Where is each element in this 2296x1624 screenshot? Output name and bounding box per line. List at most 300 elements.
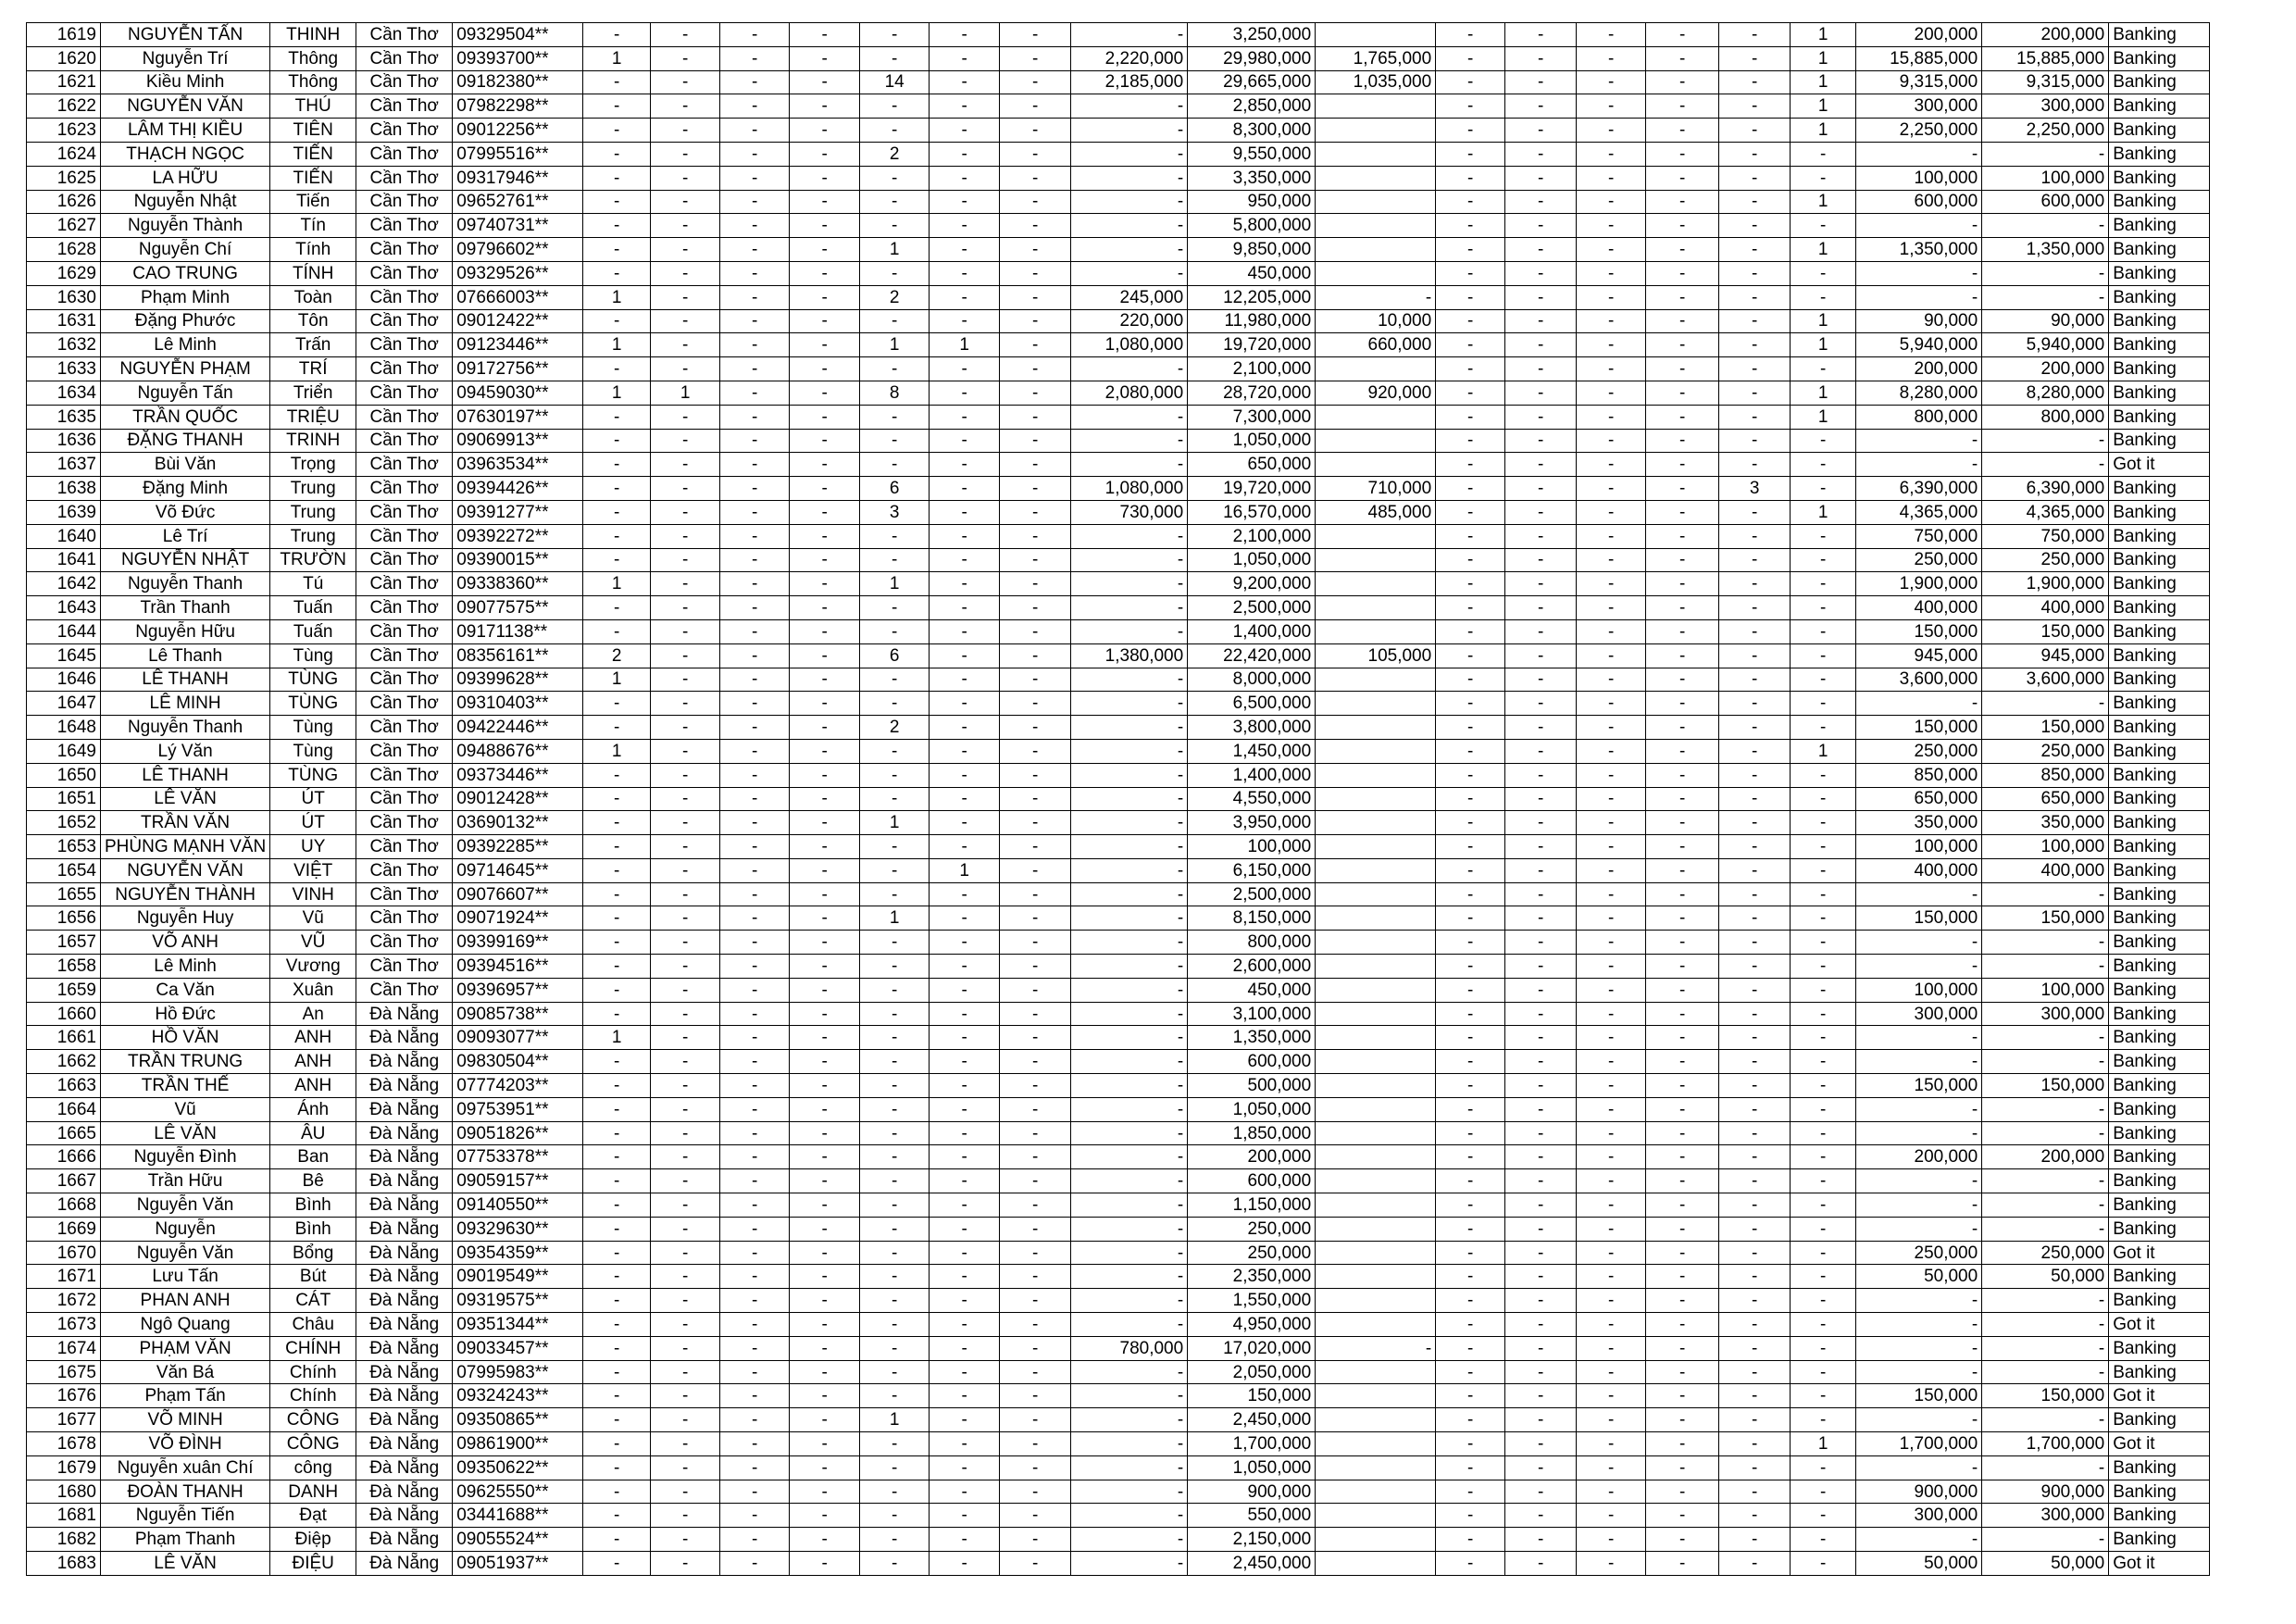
table-cell: Nguyễn Trí bbox=[101, 46, 270, 70]
table-cell: - bbox=[1856, 1050, 1982, 1074]
table-row bbox=[27, 955, 2210, 979]
table-cell: - bbox=[1505, 1026, 1577, 1050]
table-cell: - bbox=[790, 716, 860, 740]
table-cell: - bbox=[1000, 405, 1071, 429]
table-cell: - bbox=[1856, 1097, 1982, 1121]
table-cell: - bbox=[720, 1217, 790, 1241]
table-cell: Banking bbox=[2109, 1002, 2210, 1026]
table-row bbox=[27, 882, 2210, 906]
table-cell: Tiến bbox=[270, 190, 356, 214]
table-cell: 50,000 bbox=[1982, 1265, 2109, 1289]
table-cell: Đà Nẵng bbox=[356, 1145, 453, 1169]
table-cell: - bbox=[1071, 1074, 1188, 1098]
table-cell: - bbox=[1000, 1217, 1071, 1241]
table-row bbox=[27, 1455, 2210, 1480]
table-cell: - bbox=[1577, 190, 1646, 214]
table-cell: - bbox=[1436, 524, 1505, 548]
table-cell: 1635 bbox=[27, 405, 101, 429]
table-cell: - bbox=[1646, 1432, 1719, 1456]
table-cell: - bbox=[1577, 405, 1646, 429]
table-cell bbox=[1316, 238, 1436, 262]
table-cell bbox=[1316, 142, 1436, 166]
table-cell: - bbox=[1719, 190, 1791, 214]
table-cell: Nguyễn Thanh bbox=[101, 572, 270, 596]
table-cell: - bbox=[583, 763, 651, 787]
table-cell: - bbox=[1982, 1217, 2109, 1241]
table-cell: - bbox=[651, 1265, 720, 1289]
table-cell: - bbox=[1791, 1384, 1856, 1408]
table-cell: - bbox=[583, 190, 651, 214]
table-cell: - bbox=[1436, 858, 1505, 882]
table-cell: - bbox=[790, 190, 860, 214]
table-cell: - bbox=[651, 1552, 720, 1576]
table-cell: 8,150,000 bbox=[1188, 906, 1316, 931]
table-cell: Banking bbox=[2109, 572, 2210, 596]
table-cell: - bbox=[1071, 1289, 1188, 1313]
table-cell: 250,000 bbox=[1856, 548, 1982, 572]
table-cell: - bbox=[1000, 1002, 1071, 1026]
table-cell: 1,700,000 bbox=[1856, 1432, 1982, 1456]
table-row bbox=[27, 1097, 2210, 1121]
table-cell: công bbox=[270, 1455, 356, 1480]
table-row bbox=[27, 858, 2210, 882]
table-cell: - bbox=[1856, 1408, 1982, 1432]
table-cell: ĐẶNG THANH bbox=[101, 429, 270, 453]
table-cell: 100,000 bbox=[1856, 978, 1982, 1002]
table-cell: 1652 bbox=[27, 811, 101, 835]
table-cell: - bbox=[1791, 1289, 1856, 1313]
table-cell: Got it bbox=[2109, 1241, 2210, 1265]
table-cell: Banking bbox=[2109, 524, 2210, 548]
table-cell: - bbox=[1577, 1384, 1646, 1408]
table-cell: - bbox=[1791, 643, 1856, 668]
table-cell: - bbox=[1071, 1097, 1188, 1121]
table-cell: - bbox=[790, 787, 860, 811]
table-cell: - bbox=[1071, 429, 1188, 453]
table-cell: 09354359** bbox=[453, 1241, 583, 1265]
table-cell: Chính bbox=[270, 1384, 356, 1408]
table-cell: 09093077** bbox=[453, 1026, 583, 1050]
table-cell: - bbox=[1505, 1241, 1577, 1265]
table-cell: - bbox=[860, 190, 930, 214]
table-cell: - bbox=[1856, 285, 1982, 309]
table-cell: - bbox=[1000, 1050, 1071, 1074]
table-cell: Banking bbox=[2109, 596, 2210, 620]
table-cell: - bbox=[1646, 405, 1719, 429]
table-cell: - bbox=[790, 1336, 860, 1360]
table-cell: 10,000 bbox=[1316, 309, 1436, 333]
table-cell: - bbox=[790, 739, 860, 763]
table-cell: - bbox=[1791, 1145, 1856, 1169]
table-cell: Trung bbox=[270, 477, 356, 501]
table-cell: 3 bbox=[860, 500, 930, 524]
table-cell: - bbox=[1436, 119, 1505, 143]
table-cell: 1,350,000 bbox=[1982, 238, 2109, 262]
table-cell: 1 bbox=[583, 1026, 651, 1050]
table-cell: - bbox=[1000, 1074, 1071, 1098]
table-cell: Lê Trí bbox=[101, 524, 270, 548]
table-cell: 3,600,000 bbox=[1856, 668, 1982, 692]
table-cell: Banking bbox=[2109, 1097, 2210, 1121]
table-cell: Banking bbox=[2109, 142, 2210, 166]
table-cell: 22,420,000 bbox=[1188, 643, 1316, 668]
table-cell: 1664 bbox=[27, 1097, 101, 1121]
table-cell: 1619 bbox=[27, 23, 101, 47]
table-cell: - bbox=[1719, 1360, 1791, 1384]
table-cell: - bbox=[1436, 548, 1505, 572]
table-cell: 1 bbox=[1791, 405, 1856, 429]
table-cell: Banking bbox=[2109, 477, 2210, 501]
table-cell: Cần Thơ bbox=[356, 763, 453, 787]
table-cell: - bbox=[1856, 1193, 1982, 1218]
table-cell: - bbox=[1071, 858, 1188, 882]
table-cell: - bbox=[860, 453, 930, 477]
table-cell: 945,000 bbox=[1856, 643, 1982, 668]
table-cell: - bbox=[1436, 261, 1505, 285]
table-cell: 200,000 bbox=[1982, 357, 2109, 381]
table-row bbox=[27, 405, 2210, 429]
table-cell: - bbox=[1436, 596, 1505, 620]
table-cell: - bbox=[1000, 787, 1071, 811]
table-cell: 09796602** bbox=[453, 238, 583, 262]
table-cell: - bbox=[1000, 596, 1071, 620]
table-cell: Lưu Tấn bbox=[101, 1265, 270, 1289]
table-cell: - bbox=[1577, 70, 1646, 94]
table-cell: - bbox=[1646, 692, 1719, 716]
table-cell: - bbox=[860, 619, 930, 643]
table-cell: - bbox=[720, 763, 790, 787]
table-cell: - bbox=[583, 1241, 651, 1265]
table-cell bbox=[1316, 787, 1436, 811]
table-cell: Vũ bbox=[270, 906, 356, 931]
table-cell: - bbox=[1719, 166, 1791, 190]
table-cell: - bbox=[651, 1169, 720, 1193]
table-cell bbox=[1316, 619, 1436, 643]
table-cell: Trấn bbox=[270, 333, 356, 357]
table-cell: 7,300,000 bbox=[1188, 405, 1316, 429]
table-cell: VÕ ANH bbox=[101, 931, 270, 955]
table-cell: - bbox=[1646, 1528, 1719, 1552]
table-cell: 485,000 bbox=[1316, 500, 1436, 524]
table-cell: - bbox=[860, 1360, 930, 1384]
table-cell: 09351344** bbox=[453, 1313, 583, 1337]
table-cell: - bbox=[1646, 214, 1719, 238]
table-cell: - bbox=[1000, 23, 1071, 47]
table-cell: - bbox=[1791, 357, 1856, 381]
table-row bbox=[27, 381, 2210, 405]
table-cell: 2 bbox=[860, 716, 930, 740]
table-cell bbox=[1316, 1313, 1436, 1337]
table-cell: Tú bbox=[270, 572, 356, 596]
table-cell: 300,000 bbox=[1982, 1504, 2109, 1528]
table-cell: - bbox=[1719, 142, 1791, 166]
table-cell: - bbox=[583, 1265, 651, 1289]
table-cell: 1627 bbox=[27, 214, 101, 238]
table-cell: Cần Thơ bbox=[356, 835, 453, 859]
table-cell: VÕ MINH bbox=[101, 1408, 270, 1432]
table-cell: - bbox=[1000, 906, 1071, 931]
table-cell: 09329630** bbox=[453, 1217, 583, 1241]
table-cell: 09069913** bbox=[453, 429, 583, 453]
table-cell: - bbox=[720, 716, 790, 740]
table-cell: - bbox=[860, 1552, 930, 1576]
table-cell: - bbox=[1000, 1408, 1071, 1432]
table-cell: Nguyễn Huy bbox=[101, 906, 270, 931]
table-cell: 2,850,000 bbox=[1188, 94, 1316, 119]
table-cell: - bbox=[1646, 1145, 1719, 1169]
table-cell: - bbox=[1577, 142, 1646, 166]
table-cell: - bbox=[1436, 429, 1505, 453]
table-cell: - bbox=[720, 811, 790, 835]
table-cell: - bbox=[930, 1552, 1000, 1576]
table-cell: - bbox=[1436, 1241, 1505, 1265]
table-cell: - bbox=[790, 548, 860, 572]
table-cell: - bbox=[651, 23, 720, 47]
table-cell: ĐOÀN THANH bbox=[101, 1480, 270, 1504]
table-cell: - bbox=[930, 381, 1000, 405]
table-cell: - bbox=[583, 357, 651, 381]
table-cell: - bbox=[1000, 70, 1071, 94]
table-cell: - bbox=[651, 1145, 720, 1169]
table-cell: Đà Nẵng bbox=[356, 1002, 453, 1026]
table-cell: 1 bbox=[1791, 739, 1856, 763]
table-cell: - bbox=[1791, 548, 1856, 572]
table-cell: - bbox=[1719, 1026, 1791, 1050]
table-cell: - bbox=[790, 1432, 860, 1456]
table-cell: 1,035,000 bbox=[1316, 70, 1436, 94]
table-cell: - bbox=[1577, 716, 1646, 740]
table-cell: - bbox=[1505, 142, 1577, 166]
table-cell: - bbox=[720, 46, 790, 70]
table-cell: - bbox=[720, 931, 790, 955]
table-cell bbox=[1316, 119, 1436, 143]
table-cell: Banking bbox=[2109, 1217, 2210, 1241]
table-cell: - bbox=[1719, 261, 1791, 285]
table-cell: - bbox=[1646, 142, 1719, 166]
table-cell: 5,940,000 bbox=[1982, 333, 2109, 357]
table-cell: - bbox=[720, 1360, 790, 1384]
table-cell: Cần Thơ bbox=[356, 333, 453, 357]
table-cell: - bbox=[1856, 453, 1982, 477]
table-cell: - bbox=[1719, 1384, 1791, 1408]
table-cell: THẠCH NGỌC bbox=[101, 142, 270, 166]
table-cell: - bbox=[1436, 1026, 1505, 1050]
table-row bbox=[27, 619, 2210, 643]
table-cell: Đà Nẵng bbox=[356, 1432, 453, 1456]
table-cell: - bbox=[860, 405, 930, 429]
table-cell: - bbox=[1436, 978, 1505, 1002]
table-cell: 1671 bbox=[27, 1265, 101, 1289]
table-cell: - bbox=[1505, 906, 1577, 931]
table-cell: - bbox=[1719, 692, 1791, 716]
table-cell: - bbox=[1000, 333, 1071, 357]
table-cell: - bbox=[1436, 166, 1505, 190]
table-cell: - bbox=[790, 261, 860, 285]
table-cell: 945,000 bbox=[1982, 643, 2109, 668]
table-cell: Banking bbox=[2109, 1265, 2210, 1289]
table-cell: - bbox=[1071, 955, 1188, 979]
table-cell: 50,000 bbox=[1856, 1552, 1982, 1576]
table-cell: - bbox=[583, 1145, 651, 1169]
table-cell: 1 bbox=[930, 333, 1000, 357]
table-cell: Banking bbox=[2109, 381, 2210, 405]
table-cell: - bbox=[1982, 1528, 2109, 1552]
table-cell: - bbox=[1505, 931, 1577, 955]
table-cell: - bbox=[1071, 572, 1188, 596]
table-cell: Got it bbox=[2109, 1432, 2210, 1456]
table-cell: 1,900,000 bbox=[1982, 572, 2109, 596]
table-cell: - bbox=[1000, 572, 1071, 596]
table-cell: - bbox=[930, 787, 1000, 811]
table-cell: - bbox=[1436, 1504, 1505, 1528]
table-cell: - bbox=[1436, 309, 1505, 333]
table-cell: 100,000 bbox=[1856, 835, 1982, 859]
table-cell: - bbox=[860, 739, 930, 763]
table-cell: Đà Nẵng bbox=[356, 1384, 453, 1408]
table-cell: - bbox=[651, 1097, 720, 1121]
table-cell: 2,050,000 bbox=[1188, 1360, 1316, 1384]
table-cell: - bbox=[1000, 357, 1071, 381]
table-cell: - bbox=[1505, 1050, 1577, 1074]
table-cell: Banking bbox=[2109, 835, 2210, 859]
table-cell: 250,000 bbox=[1188, 1217, 1316, 1241]
table-cell: - bbox=[860, 166, 930, 190]
table-cell: - bbox=[1436, 477, 1505, 501]
table-cell: - bbox=[1577, 1480, 1646, 1504]
table-cell: 1620 bbox=[27, 46, 101, 70]
table-cell bbox=[1316, 906, 1436, 931]
table-cell: - bbox=[720, 1480, 790, 1504]
table-cell: 08356161** bbox=[453, 643, 583, 668]
table-cell bbox=[1316, 572, 1436, 596]
table-cell: - bbox=[1071, 1360, 1188, 1384]
table-cell: Banking bbox=[2109, 1455, 2210, 1480]
table-cell: - bbox=[1436, 1121, 1505, 1145]
table-cell: - bbox=[583, 619, 651, 643]
table-cell: TRIỆU bbox=[270, 405, 356, 429]
table-cell: Banking bbox=[2109, 716, 2210, 740]
table-cell: - bbox=[651, 477, 720, 501]
table-cell: Trung bbox=[270, 524, 356, 548]
table-cell: Trần Hữu bbox=[101, 1169, 270, 1193]
table-cell: - bbox=[1719, 453, 1791, 477]
table-cell: - bbox=[1436, 214, 1505, 238]
table-cell: 1648 bbox=[27, 716, 101, 740]
table-cell: 1634 bbox=[27, 381, 101, 405]
table-cell: - bbox=[790, 1050, 860, 1074]
table-row bbox=[27, 1432, 2210, 1456]
table-cell: 1,700,000 bbox=[1188, 1432, 1316, 1456]
table-cell: - bbox=[1856, 214, 1982, 238]
table-cell: - bbox=[651, 1121, 720, 1145]
table-cell: - bbox=[1000, 1097, 1071, 1121]
table-cell: - bbox=[930, 931, 1000, 955]
table-cell: - bbox=[930, 692, 1000, 716]
table-cell: ÚT bbox=[270, 787, 356, 811]
table-cell: 1673 bbox=[27, 1313, 101, 1337]
table-cell: 2 bbox=[860, 142, 930, 166]
table-cell: - bbox=[1982, 1455, 2109, 1480]
table-cell: - bbox=[1577, 453, 1646, 477]
table-cell: - bbox=[1646, 1552, 1719, 1576]
table-cell: 1666 bbox=[27, 1145, 101, 1169]
table-cell bbox=[1316, 955, 1436, 979]
table-cell: - bbox=[1505, 619, 1577, 643]
table-row bbox=[27, 1360, 2210, 1384]
table-cell: - bbox=[1577, 261, 1646, 285]
table-cell: - bbox=[860, 1384, 930, 1408]
table-cell: 1630 bbox=[27, 285, 101, 309]
table-cell: - bbox=[790, 978, 860, 1002]
table-cell: - bbox=[1719, 405, 1791, 429]
table-cell: ÚT bbox=[270, 811, 356, 835]
table-cell: - bbox=[1577, 46, 1646, 70]
table-cell: - bbox=[1436, 1432, 1505, 1456]
table-cell: - bbox=[1646, 166, 1719, 190]
table-cell: 4,550,000 bbox=[1188, 787, 1316, 811]
table-cell: 09324243** bbox=[453, 1384, 583, 1408]
table-cell: 1 bbox=[860, 572, 930, 596]
table-cell: Ánh bbox=[270, 1097, 356, 1121]
table-cell: 07774203** bbox=[453, 1074, 583, 1098]
table-cell: - bbox=[790, 477, 860, 501]
table-cell: - bbox=[1791, 1097, 1856, 1121]
table-cell: - bbox=[1071, 190, 1188, 214]
table-cell: 1 bbox=[583, 739, 651, 763]
table-row bbox=[27, 1002, 2210, 1026]
table-cell: 8,280,000 bbox=[1982, 381, 2109, 405]
table-cell: Lê Minh bbox=[101, 333, 270, 357]
table-cell: - bbox=[1856, 429, 1982, 453]
table-cell: - bbox=[1719, 835, 1791, 859]
table-cell: Đà Nẵng bbox=[356, 1026, 453, 1050]
table-cell: VIỆT bbox=[270, 858, 356, 882]
table-cell: - bbox=[651, 46, 720, 70]
table-cell: Lý Văn bbox=[101, 739, 270, 763]
table-row bbox=[27, 94, 2210, 119]
table-cell: 09182380** bbox=[453, 70, 583, 94]
table-cell: 105,000 bbox=[1316, 643, 1436, 668]
table-cell: - bbox=[1577, 931, 1646, 955]
table-cell: - bbox=[790, 668, 860, 692]
table-cell: - bbox=[790, 1169, 860, 1193]
table-cell: - bbox=[651, 70, 720, 94]
table-row bbox=[27, 978, 2210, 1002]
table-cell: - bbox=[860, 1026, 930, 1050]
table-cell: - bbox=[1505, 381, 1577, 405]
table-cell: Bình bbox=[270, 1217, 356, 1241]
table-cell: - bbox=[1719, 572, 1791, 596]
table-cell: Cần Thơ bbox=[356, 572, 453, 596]
table-cell bbox=[1316, 1050, 1436, 1074]
table-cell: - bbox=[720, 1528, 790, 1552]
table-cell: - bbox=[651, 716, 720, 740]
table-cell: - bbox=[790, 1217, 860, 1241]
table-cell: 150,000 bbox=[1982, 1384, 2109, 1408]
table-cell: - bbox=[1577, 1432, 1646, 1456]
table-cell: - bbox=[930, 1002, 1000, 1026]
table-cell: - bbox=[1982, 1289, 2109, 1313]
table-cell: - bbox=[1000, 214, 1071, 238]
table-cell: - bbox=[1577, 1217, 1646, 1241]
table-cell: - bbox=[651, 835, 720, 859]
table-cell: - bbox=[1719, 1050, 1791, 1074]
table-cell: 09172756** bbox=[453, 357, 583, 381]
table-cell: - bbox=[1646, 596, 1719, 620]
table-cell: 1631 bbox=[27, 309, 101, 333]
table-cell: 07995516** bbox=[453, 142, 583, 166]
table-cell: - bbox=[1000, 1026, 1071, 1050]
